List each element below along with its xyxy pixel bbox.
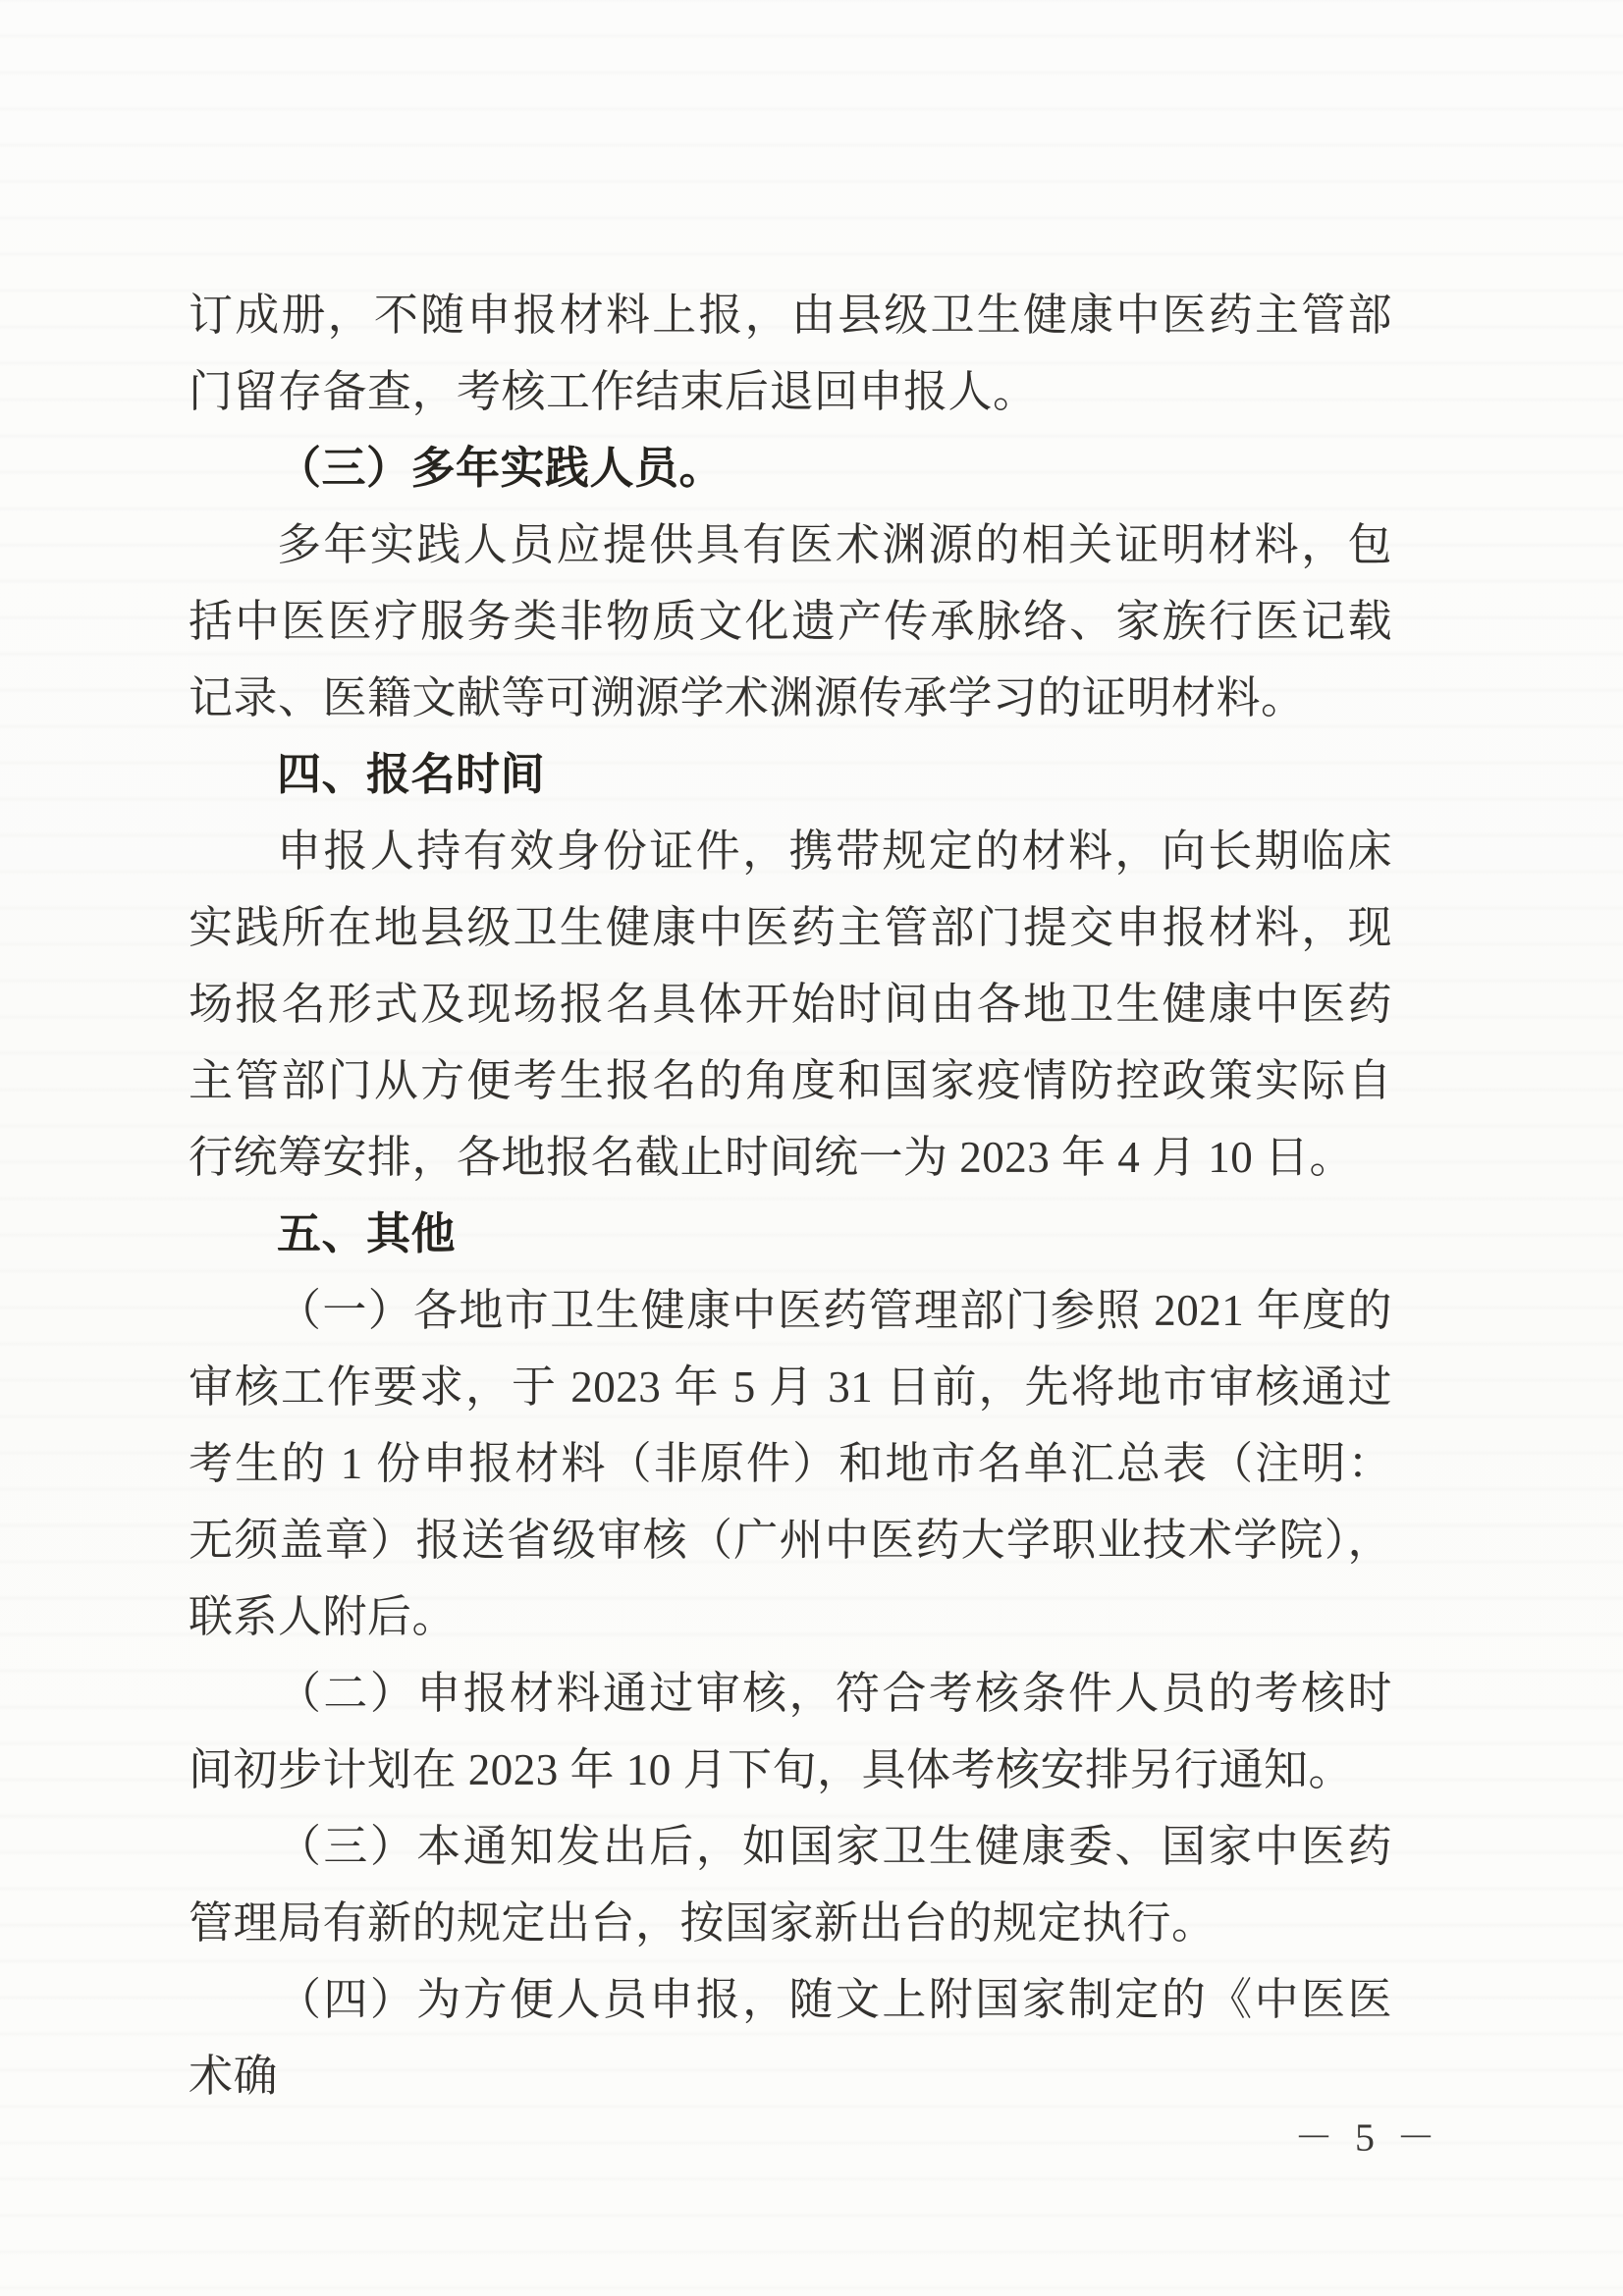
paragraph: （二）申报材料通过审核，符合考核条件人员的考核时间初步计划在 2023 年 10 月下旬，具体考核安排另行通知。 bbox=[189, 1669, 1392, 1794]
section-heading-4-registration-time: 四、报名时间 bbox=[277, 750, 546, 799]
section-heading-3-practitioners: （三）多年实践人员。 bbox=[277, 444, 725, 493]
paragraph: 申报人持有效身份证件，携带规定的材料，向长期临床实践所在地县级卫生健康中医药主管部门提交申报材料，现场报名形式及现场报名具体开始时间由各地卫生健康中医药主管部门从方便考生报名的角度和国家疫情防控政策实际自行统筹安排，各地报名截止时间统一为 2023 年 4 月 10 日。 bbox=[189, 827, 1392, 1182]
paragraph: 多年实践人员应提供具有医术渊源的相关证明材料，包括中医医疗服务类非物质文化遗产传承脉络、家族行医记载记录、医籍文献等可溯源学术渊源传承学习的证明材料。 bbox=[189, 520, 1392, 722]
paragraph-continuation: 订成册，不随申报材料上报，由县级卫生健康中医药主管部门留存备查，考核工作结束后退回申报人。 bbox=[189, 291, 1392, 416]
paragraph: （一）各地市卫生健康中医药管理部门参照 2021 年度的审核工作要求，于 2023 年 5 月 31 日前，先将地市审核通过考生的 1 份申报材料（非原件）和地市名单汇总表（注明：无须盖章）报送省级审核（广州中医药大学职业技术学院），联系人附后。 bbox=[189, 1286, 1392, 1641]
page-number: － 5 － bbox=[1294, 2115, 1441, 2160]
paragraph: （四）为方便人员申报，随文上附国家制定的《中医医术确 bbox=[189, 1975, 1392, 2101]
section-heading-5-others: 五、其他 bbox=[277, 1209, 457, 1258]
paragraph: （三）本通知发出后，如国家卫生健康委、国家中医药管理局有新的规定出台，按国家新出台的规定执行。 bbox=[189, 1822, 1392, 1948]
document-body bbox=[189, 277, 1392, 2114]
